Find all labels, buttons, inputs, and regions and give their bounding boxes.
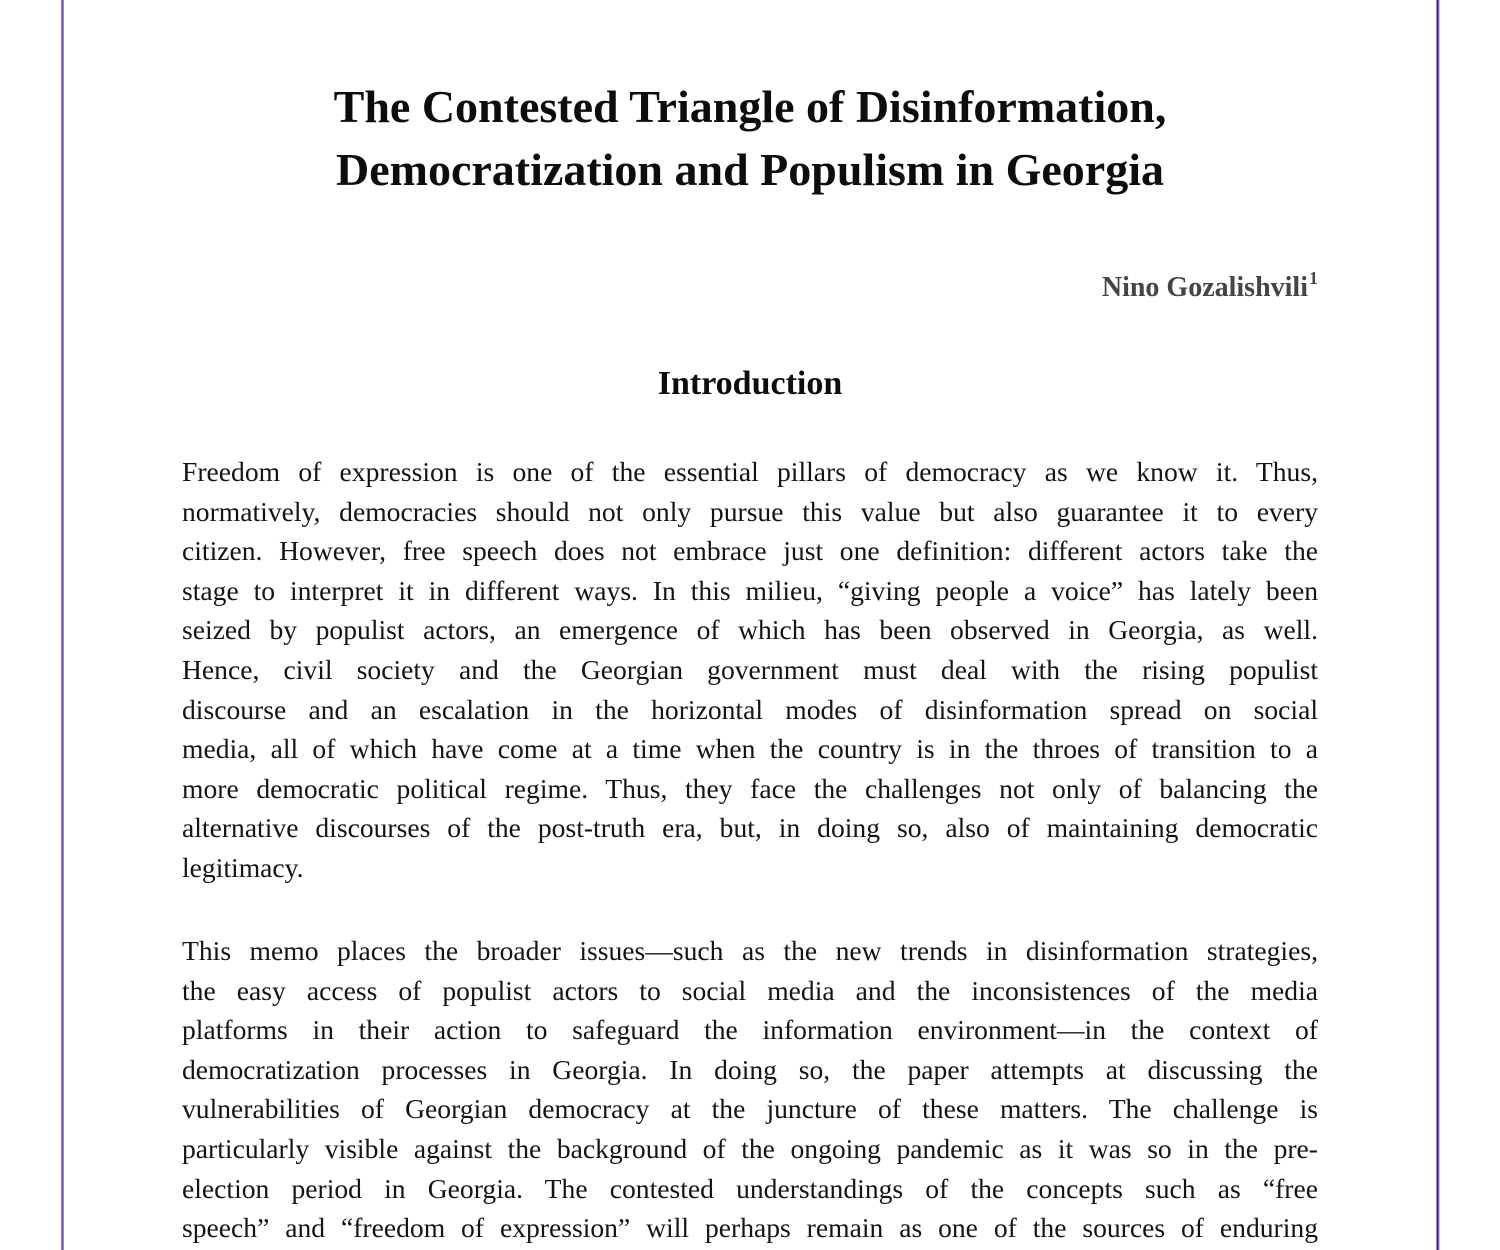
document-title — [182, 75, 1318, 201]
author-byline — [182, 268, 1318, 308]
body-paragraph-1 — [182, 452, 1318, 888]
footnote-reference-1[interactable]: 1 — [1309, 267, 1318, 288]
text-line: normatively, democracies should not only pursue this value but also guarantee it to every — [182, 495, 1318, 527]
text-line: vulnerabilities of Georgian democracy at the juncture of these matters. The challenge is — [182, 1093, 1318, 1125]
text-line: particularly visible against the background of the ongoing pandemic as it was so in the pre- — [182, 1132, 1318, 1164]
text-line: stage to interpret it in different ways. In this milieu, “giving people a voice” has lately been — [182, 574, 1318, 606]
text-line: election period in Georgia. The contested understandings of the concepts such as “free — [182, 1172, 1318, 1204]
section-heading-introduction: Introduction — [657, 365, 843, 402]
text-line: media, all of which have come at a time when the country is in the throes of transition to a — [182, 733, 1318, 765]
page-frame-right-border — [1436, 0, 1440, 1250]
document-title-line: Democratization and Populism in Georgia — [336, 144, 1164, 195]
text-line: citizen. However, free speech does not embrace just one definition: different actors take the — [182, 535, 1318, 567]
text-line: speech” and “freedom of expression” will perhaps remain as one of the sources of enduring — [182, 1212, 1318, 1244]
text-line: This memo places the broader issues—such as the new trends in disinformation strategies, — [182, 935, 1318, 966]
text-line: platforms in their action to safeguard the information environment—in the context of — [182, 1014, 1318, 1046]
text-line: seized by populist actors, an emergence of which has been observed in Georgia, as well. — [182, 614, 1318, 646]
author-name: Nino Gozalishvili — [1101, 272, 1308, 303]
text-line: Hence, civil society and the Georgian government must deal with the rising populist — [182, 653, 1318, 685]
text-line: democratization processes in Georgia. In doing so, the paper attempts at discussing the — [182, 1053, 1318, 1085]
text-line: discourse and an escalation in the horizontal modes of disinformation spread on social — [182, 693, 1318, 725]
page-frame-left-border — [61, 0, 64, 1250]
body-paragraph-2 — [182, 931, 1318, 1248]
text-line: the easy access of populist actors to social media and the inconsistences of the media — [182, 974, 1318, 1006]
document-title-line: The Contested Triangle of Disinformation, — [333, 81, 1167, 132]
text-line: alternative discourses of the post-truth era, but, in doing so, also of maintaining democratic — [182, 812, 1318, 844]
text-line: legitimacy. — [182, 851, 304, 883]
text-line: Freedom of expression is one of the essential pillars of democracy as we know it. Thus, — [182, 456, 1318, 487]
text-line: more democratic political regime. Thus, they face the challenges not only of balancing the — [182, 772, 1318, 804]
